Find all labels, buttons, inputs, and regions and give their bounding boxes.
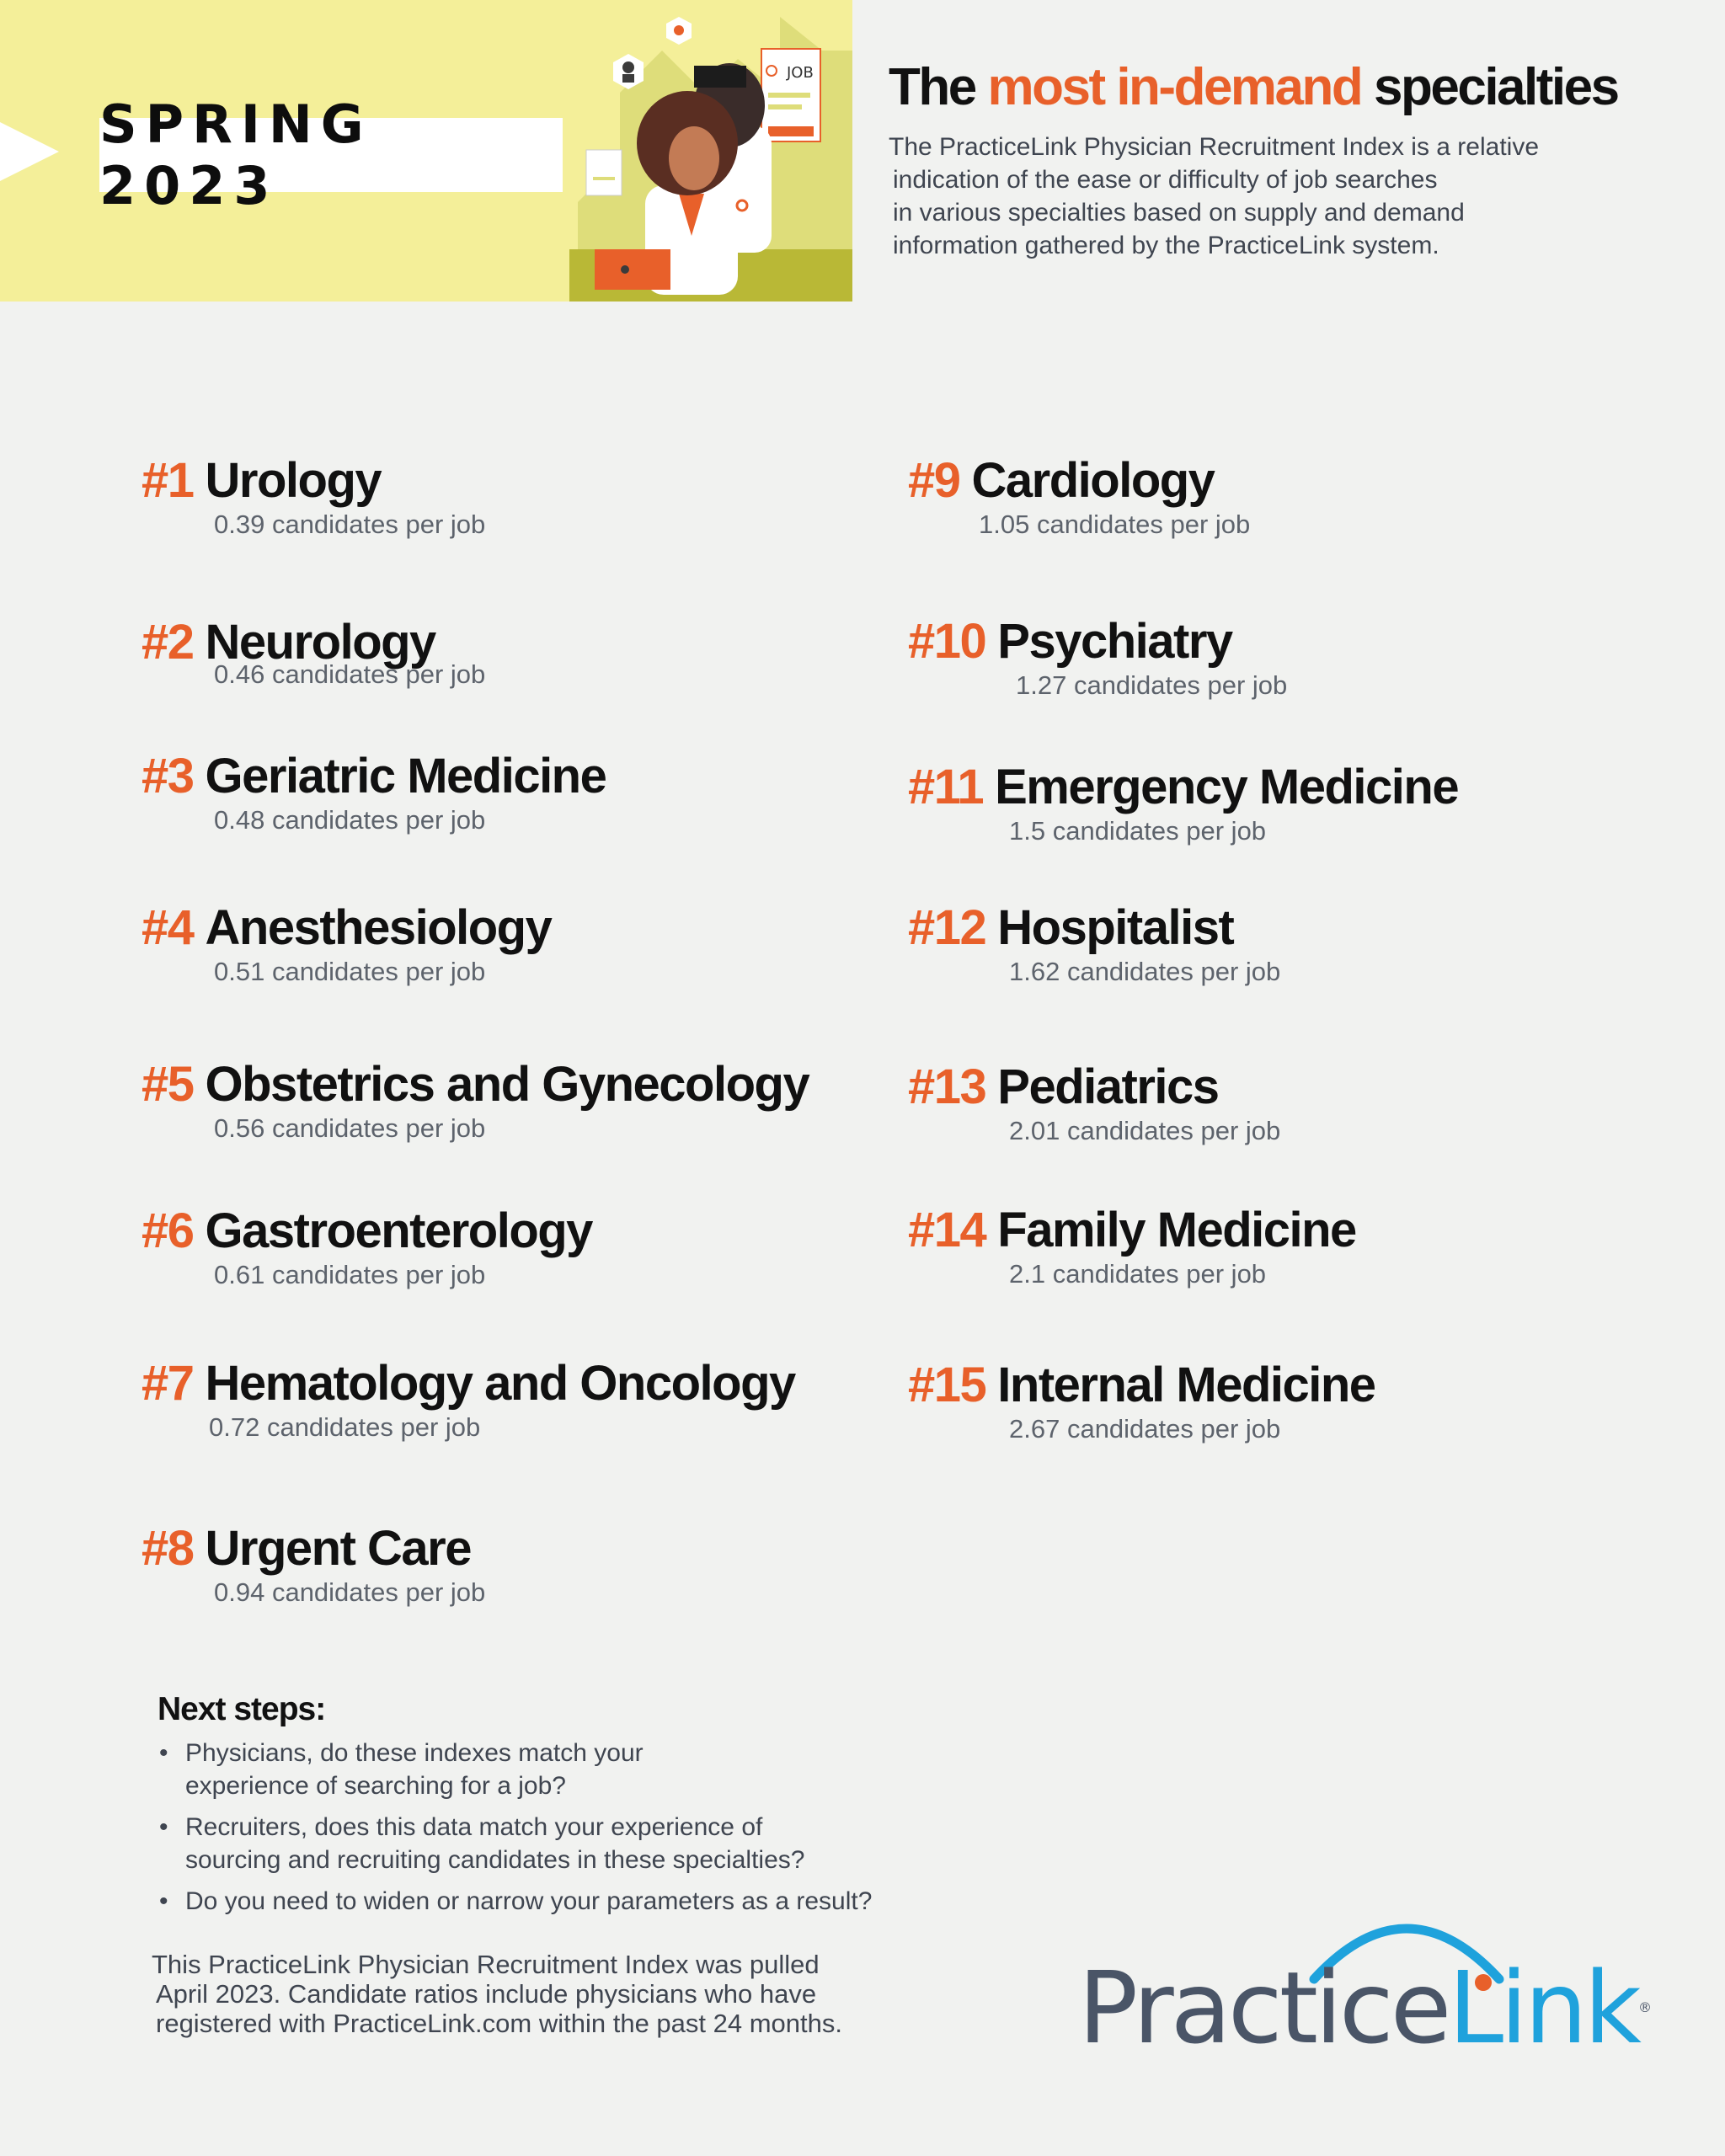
specialty-ratio: 1.62 candidates per job [1009, 957, 1281, 986]
document-line [593, 177, 615, 180]
specialty-ratio: 1.27 candidates per job [1016, 670, 1288, 700]
bullet-icon: • [159, 1813, 168, 1841]
specialty-name: Hospitalist [997, 900, 1234, 955]
specialty-ratio: 1.5 candidates per job [1009, 816, 1267, 846]
specialty-ratio: 0.56 candidates per job [214, 1113, 486, 1143]
logo-text-link: Link [1448, 1950, 1638, 2066]
specialty-name: Emergency Medicine [995, 760, 1459, 814]
specialty-name: Anesthesiology [205, 900, 552, 955]
specialty-entry [908, 760, 1458, 847]
specialty-rank: #13 [908, 1059, 986, 1114]
specialty-entry [142, 1356, 795, 1444]
specialty-entry [142, 1521, 485, 1609]
specialty-ratio: 0.94 candidates per job [214, 1577, 486, 1607]
season-label-box [99, 93, 563, 216]
specialty-ratio: 0.39 candidates per job [214, 510, 486, 539]
specialty-ratio: 2.01 candidates per job [1009, 1116, 1281, 1145]
specialty-rank: #7 [142, 1356, 194, 1411]
specialty-rank: #8 [142, 1521, 194, 1576]
specialty-entry [908, 614, 1287, 702]
specialty-rank: #10 [908, 614, 986, 669]
specialty-rank: #11 [908, 760, 984, 814]
specialty-entry [908, 1059, 1280, 1147]
specialty-name: Internal Medicine [997, 1358, 1375, 1412]
next-steps-text: Physicians, do these indexes match your experience of searching for a job? [185, 1739, 644, 1800]
document-card [586, 150, 622, 195]
title-accent: most in-demand [987, 58, 1362, 116]
specialty-name: Geriatric Medicine [205, 749, 606, 803]
specialty-rank: #15 [908, 1358, 986, 1412]
specialty-rank: #1 [142, 453, 194, 508]
specialty-ratio: 1.05 candidates per job [979, 510, 1251, 539]
specialty-name: Hematology and Oncology [205, 1356, 795, 1411]
specialty-rank: #4 [142, 900, 194, 955]
specialty-ratio: 2.1 candidates per job [1009, 1259, 1267, 1289]
logo-wordmark [1078, 1950, 1648, 2066]
specialty-entry [142, 900, 551, 988]
specialty-name: Neurology [205, 615, 435, 670]
specialty-ratio: 0.48 candidates per job [214, 805, 486, 835]
specialty-rank: #3 [142, 749, 194, 803]
logo-text-practice: Practice [1078, 1950, 1449, 2066]
specialty-rank: #12 [908, 900, 986, 955]
specialty-entry [908, 1203, 1356, 1290]
specialty-rank: #5 [142, 1057, 194, 1112]
specialty-ratio: 0.61 candidates per job [214, 1260, 486, 1289]
specialty-entry [908, 453, 1250, 541]
specialty-rank: #9 [908, 453, 960, 508]
specialty-ratio: 2.67 candidates per job [1009, 1414, 1281, 1444]
intro-line: indication of the ease or difficulty of job searches [893, 166, 1438, 194]
laptop [595, 249, 670, 290]
specialty-ratio: 0.72 candidates per job [209, 1412, 481, 1442]
specialty-name: Urology [205, 453, 382, 508]
specialty-entry [142, 749, 606, 836]
page-title [889, 57, 1618, 117]
intro-line: in various specialties based on supply and demand [893, 199, 1465, 227]
next-steps-title: Next steps: [158, 1691, 326, 1727]
specialty-entry [142, 453, 485, 541]
specialty-name: Gastroenterology [205, 1203, 592, 1258]
specialty-rank: #14 [908, 1203, 986, 1257]
intro-line: The PracticeLink Physician Recruitment Index is a relative [889, 133, 1540, 161]
next-steps-item [158, 1811, 916, 1876]
title-pre: The [889, 58, 975, 116]
footnote-line: This PracticeLink Physician Recruitment Index was pulled [152, 1950, 820, 1979]
badge-icon [674, 25, 684, 35]
specialty-name: Family Medicine [997, 1203, 1356, 1257]
next-steps-item [158, 1885, 916, 1918]
footnote [152, 1950, 910, 2038]
registered-mark: ® [1637, 1999, 1648, 2015]
practicelink-logo [1070, 1903, 1648, 2066]
specialty-ratio: 0.46 candidates per job [214, 659, 486, 689]
specialty-rank: #2 [142, 615, 194, 670]
specialty-entry [908, 900, 1280, 988]
laptop-logo-icon [621, 265, 629, 274]
specialty-name: Obstetrics and Gynecology [205, 1057, 809, 1112]
specialty-name: Urgent Care [205, 1521, 471, 1576]
season-label: SPRING 2023 [99, 93, 372, 216]
footnote-line: April 2023. Candidate ratios include physicians who have [156, 1979, 817, 2009]
play-arrow-icon [0, 122, 59, 181]
specialty-rank: #6 [142, 1203, 194, 1258]
male-doctor-hair [694, 66, 746, 88]
person-icon [622, 61, 634, 73]
next-steps-list [158, 1737, 916, 1926]
doctors-illustration [569, 0, 852, 302]
job-card-line [768, 93, 810, 98]
job-card-button [768, 126, 814, 136]
job-card-label: JOB [787, 64, 814, 82]
specialty-name: Cardiology [971, 453, 1215, 508]
specialty-entry [142, 1203, 592, 1291]
person-body-icon [622, 74, 634, 83]
specialty-entry [908, 1358, 1375, 1445]
specialty-entry [142, 615, 485, 691]
intro-paragraph [889, 131, 1647, 262]
title-post: specialties [1374, 58, 1618, 116]
next-steps-text: Do you need to widen or narrow your parameters as a result? [185, 1887, 873, 1915]
specialty-entry [142, 1057, 809, 1145]
female-doctor-face [669, 126, 719, 190]
footnote-line: registered with PracticeLink.com within the past 24 months. [156, 2009, 842, 2038]
intro-line: information gathered by the PracticeLink system. [893, 232, 1439, 259]
bullet-icon: • [159, 1887, 168, 1915]
specialty-name: Psychiatry [997, 614, 1232, 669]
next-steps-text: Recruiters, does this data match your experience of sourcing and recruiting candidates in these specialties? [185, 1813, 805, 1874]
specialty-name: Pediatrics [997, 1059, 1219, 1114]
bullet-icon: • [159, 1739, 168, 1767]
next-steps-item [158, 1737, 916, 1802]
header-banner [0, 0, 852, 302]
specialty-ratio: 0.51 candidates per job [214, 957, 486, 986]
job-card-line [768, 104, 802, 109]
